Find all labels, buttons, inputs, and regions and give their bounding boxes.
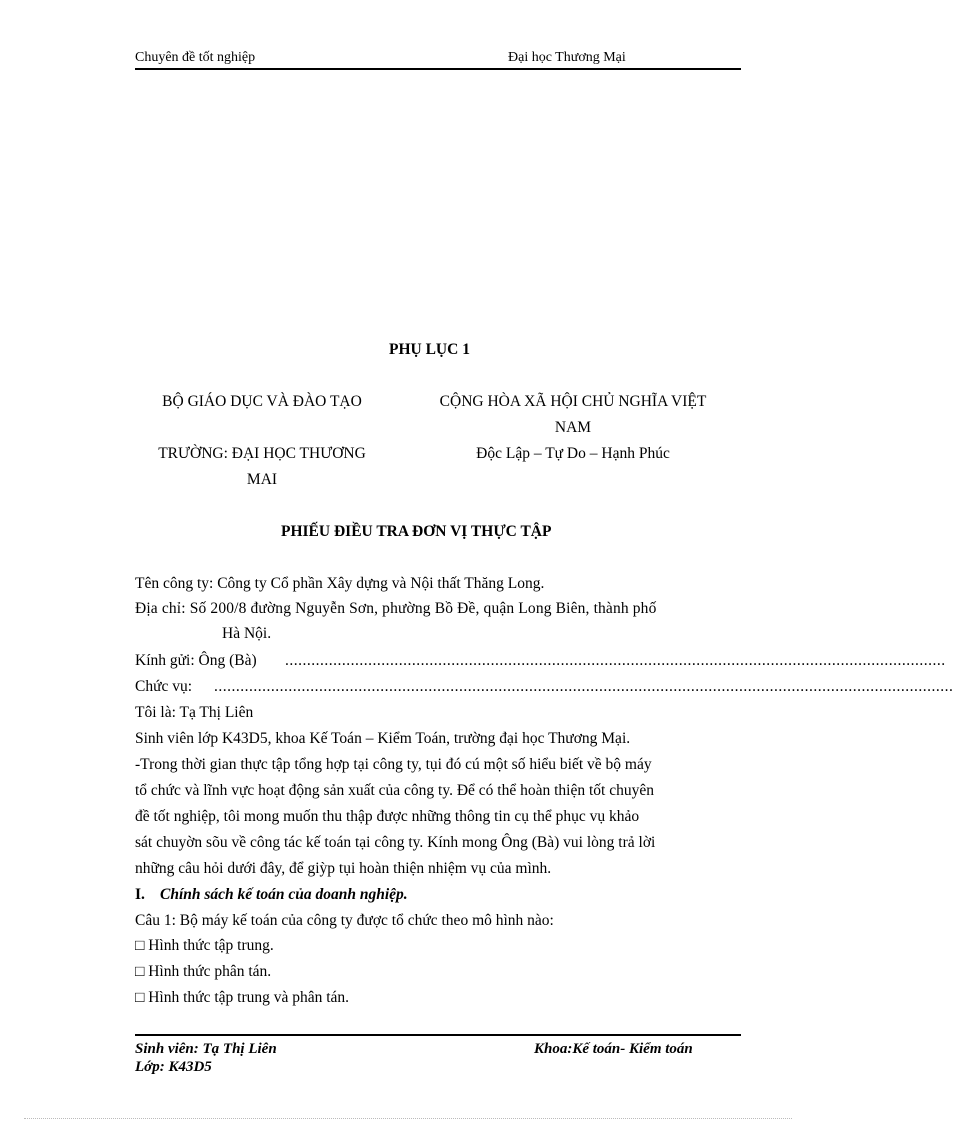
address-line-cont: Hà Nội. [222, 625, 272, 642]
footer-rule [135, 1034, 741, 1036]
section-title: Chính sách kế toán của doanh nghiệp. [160, 886, 408, 903]
student-line: Sinh viên lớp K43D5, khoa Kế Toán – Kiểm Toán, trường đại học Thương Mại. [135, 730, 631, 747]
dear-label: Kính gửi: Ông (Bà) [135, 652, 257, 669]
position-fill-line: ......................................................................................................................................................................... [214, 678, 953, 695]
address-line: Địa chỉ: Số 200/8 đường Nguyễn Sơn, phường Bồ Đề, quận Long Biên, thành phố [135, 600, 657, 617]
paragraph-line: những câu hỏi dưới đây, để giỳp tụi hoàn thiện nhiệm vụ của mình. [135, 860, 552, 877]
position-label: Chức vụ: [135, 678, 193, 695]
option-checkbox[interactable]: □ Hình thức tập trung và phân tán. [135, 989, 350, 1006]
paragraph-line: đề tốt nghiệp, tôi mong muốn thu thập được những thông tin cụ thể phục vụ khảo [135, 808, 640, 825]
ministry-name: BỘ GIÁO DỤC VÀ ĐÀO TẠO [162, 393, 362, 410]
footer-student: Sinh viên: Tạ Thị Liên [135, 1041, 277, 1057]
footer-faculty: Khoa:Kế toán- Kiểm toán [534, 1041, 693, 1057]
page-bottom-edge [24, 1118, 792, 1119]
company-line: Tên công ty: Công ty Cổ phần Xây dựng và Nội thất Thăng Long. [135, 575, 545, 592]
paragraph-line: tổ chức và lĩnh vực hoạt động sản xuất của công ty. Để có thể hoàn thiện tốt chuyên [135, 782, 654, 799]
national-motto: Độc Lập – Tự Do – Hạnh Phúc [476, 445, 670, 462]
paragraph-line: sát chuyờn sõu về công tác kế toán tại công ty. Kính mong Ông (Bà) vui lòng trả lời [135, 834, 656, 851]
form-title: PHIẾU ĐIỀU TRA ĐƠN VỊ THỰC TẬP [281, 523, 552, 540]
dear-fill-line: ....................................................................................................................................................... [285, 652, 946, 669]
header-rule [135, 68, 741, 70]
footer-class: Lớp: K43D5 [135, 1059, 212, 1075]
option-checkbox[interactable]: □ Hình thức phân tán. [135, 963, 272, 980]
school-name-line1: TRƯỜNG: ĐẠI HỌC THƯƠNG [158, 445, 366, 462]
header-right: Đại học Thương Mại [508, 50, 626, 65]
question-1: Câu 1: Bộ máy kế toán của công ty được tổ chức theo mô hình nào: [135, 912, 554, 929]
republic-name-line1: CỘNG HÒA XÃ HỘI CHỦ NGHĨA VIỆT [439, 393, 707, 410]
republic-name-line2: NAM [554, 419, 592, 436]
option-checkbox[interactable]: □ Hình thức tập trung. [135, 937, 274, 954]
appendix-title: PHỤ LỤC 1 [389, 341, 470, 358]
school-name-line2: MAI [246, 471, 278, 488]
section-number: I. [135, 886, 145, 903]
header-left: Chuyên đề tốt nghiệp [135, 50, 256, 65]
paragraph-line: -Trong thời gian thực tập tổng hợp tại công ty, tụi đó cú một số hiểu biết về bộ máy [135, 756, 652, 773]
iam-line: Tôi là: Tạ Thị Liên [135, 704, 254, 721]
